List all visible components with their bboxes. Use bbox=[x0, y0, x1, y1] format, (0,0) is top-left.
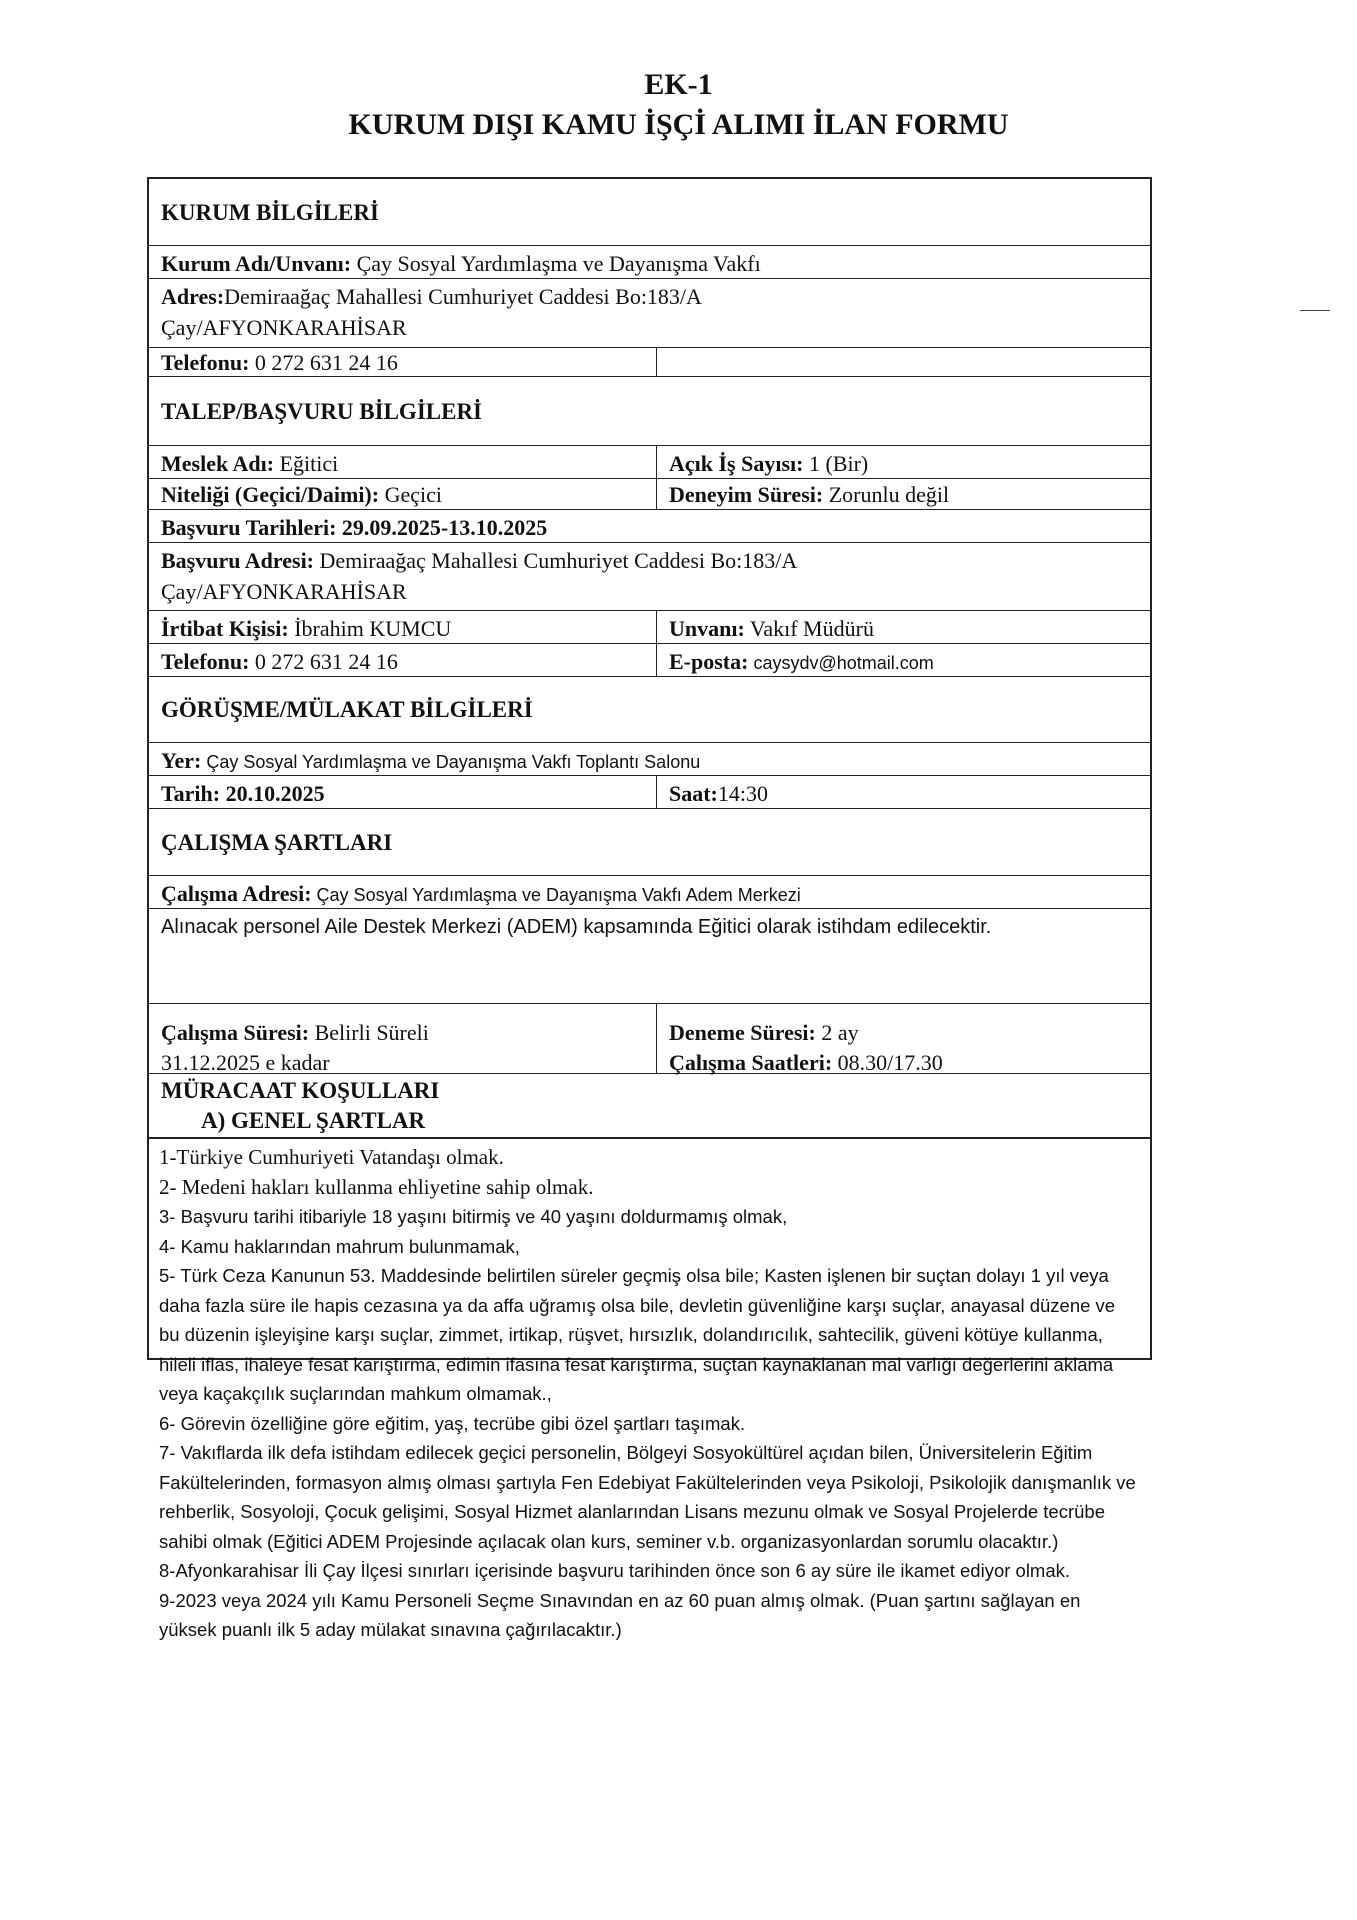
application-dates: Başvuru Tarihleri: 29.09.2025-13.10.2025 bbox=[161, 515, 548, 540]
application-address: Başvuru Adresi: Demiraağaç Mahallesi Cumhuriyet Caddesi Bo:183/A Çay/AFYONKARAHİSAR bbox=[161, 548, 797, 604]
interview-date: Tarih: 20.10.2025 bbox=[161, 781, 325, 806]
work-description: Alınacak personel Aile Destek Merkezi (ADEM) kapsamında Eğitici olarak istihdam edilecektir. bbox=[161, 916, 992, 938]
margin-mark bbox=[1300, 310, 1330, 311]
section-talep-header: TALEP/BAŞVURU BİLGİLERİ bbox=[161, 398, 483, 424]
list-item: 4- Kamu haklarından mahrum bulunmamak, bbox=[159, 1235, 520, 1257]
conditions-list bbox=[149, 1139, 1150, 1649]
job-name: Meslek Adı: Eğitici bbox=[161, 451, 339, 476]
experience: Deneyim Süresi: Zorunlu değil bbox=[656, 479, 1150, 509]
list-item: 8-Afyonkarahisar İli Çay İlçesi sınırları içerisinde başvuru tarihinden önce son 6 ay süre ile ikamet ediyor olmak. bbox=[159, 1560, 1071, 1581]
list-item: 3- Başvuru tarihi itibariyle 18 yaşını bitirmiş ve 40 yaşını doldurmamış olmak, bbox=[159, 1206, 788, 1227]
contact-email: E-posta: caysydv@hotmail.com bbox=[656, 644, 1150, 676]
page-title: KURUM DIŞI KAMU İŞÇİ ALIMI İLAN FORMU bbox=[348, 108, 1009, 141]
list-item: 9-2023 veya 2024 yılı Kamu Personeli Seçme Sınavından en az 60 puan almış olmak. (Puan şartını sağlayan en yüksek puanlı ilk 5 aday mülakat sınavına çağırılacaktır.) bbox=[159, 1589, 1081, 1640]
interview-place: Yer: Çay Sosyal Yardımlaşma ve Dayanışma Vakfı Toplantı Salonu bbox=[161, 748, 701, 773]
kurum-phone: Telefonu: 0 272 631 24 16 bbox=[161, 350, 398, 375]
section-kurum-header: KURUM BİLGİLERİ bbox=[161, 199, 379, 225]
form-table bbox=[147, 177, 1152, 1640]
list-item: 6- Görevin özelliğine göre eğitim, yaş, tecrübe gibi özel şartları taşımak. bbox=[159, 1412, 746, 1434]
open-positions: Açık İş Sayısı: 1 (Bir) bbox=[656, 446, 1150, 478]
annex-label: EK-1 bbox=[644, 68, 713, 101]
section-gorusme-header: GÖRÜŞME/MÜLAKAT BİLGİLERİ bbox=[161, 697, 533, 722]
job-type: Niteliği (Geçici/Daimi): Geçici bbox=[161, 482, 442, 507]
work-address: Çalışma Adresi: Çay Sosyal Yardımlaşma ve Dayanışma Vakfı Adem Merkezi bbox=[161, 881, 801, 906]
trial-period: Deneme Süresi: 2 ay bbox=[669, 1020, 859, 1045]
list-item: 5- Türk Ceza Kanunun 53. Maddesinde belirtilen süreler geçmiş olsa bile; Kasten işlenen bir suçtan dolayı 1 yıl veya daha fazla süre ile hapis cezasına ya da affa uğramış olsa bile, devletin güvenliğine karşı suçlar, anayasal düzene ve bu düzenin işleyişine karşı suçlar, zimmet, irtikap, rüşvet, hırsızlık, dolandırıcılık, sahtecilik, güveni kötüye kullanma, hileli iflas, ihaleye fesat karıştırma, edimin ifasına fesat karıştırma, suçtan kaynaklanan mal varlığı değerlerini aklama veya kaçakçılık suçlarından mahkum olmamak., bbox=[159, 1265, 1116, 1404]
contact-person: İrtibat Kişisi: İbrahim KUMCU bbox=[161, 616, 452, 641]
section-muracaat-header: MÜRACAAT KOŞULLARI bbox=[161, 1078, 440, 1103]
kurum-name: Kurum Adı/Unvanı: Çay Sosyal Yardımlaşma ve Dayanışma Vakfı bbox=[161, 251, 761, 276]
kurum-address: Adres:Demiraağaç Mahallesi Cumhuriyet Caddesi Bo:183/A Çay/AFYONKARAHİSAR bbox=[161, 284, 701, 340]
interview-time: Saat:14:30 bbox=[656, 776, 1150, 808]
list-item: 1-Türkiye Cumhuriyeti Vatandaşı olmak. bbox=[159, 1145, 504, 1169]
list-item: 7- Vakıflarda ilk defa istihdam edilecek geçici personelin, Bölgeyi Sosyokültürel açıdan bilen, Üniversitelerin Eğitim Fakültelerinden, formasyon almış olması şartıyla Fen Edebiyat Fakültelerinden veya Psikoloji, Psikolojik danışmanlık ve rehberlik, Sosyoloji, Çocuk gelişimi, Sosyal Hizmet alanlarından Lisans mezunu olmak ve Sosyal Projelerde tecrübe sahibi olmak (Eğitici ADEM Projesinde açılacak olan kurs, seminer v.b. organizasyonlardan sorumlu olacaktır.) bbox=[159, 1442, 1136, 1552]
list-item: 2- Medeni hakları kullanma ehliyetine sahip olmak. bbox=[159, 1174, 594, 1199]
work-duration: Çalışma Süresi: Belirli Süreli 31.12.2025 e kadar bbox=[161, 1020, 429, 1075]
section-calisma-header: ÇALIŞMA ŞARTLARI bbox=[161, 829, 393, 855]
work-hours: Çalışma Saatleri: 08.30/17.30 bbox=[669, 1050, 943, 1075]
contact-phone: Telefonu: 0 272 631 24 16 bbox=[161, 649, 398, 674]
contact-title: Unvanı: Vakıf Müdürü bbox=[656, 611, 1150, 643]
general-conditions-subheader: A) GENEL ŞARTLAR bbox=[201, 1108, 426, 1133]
